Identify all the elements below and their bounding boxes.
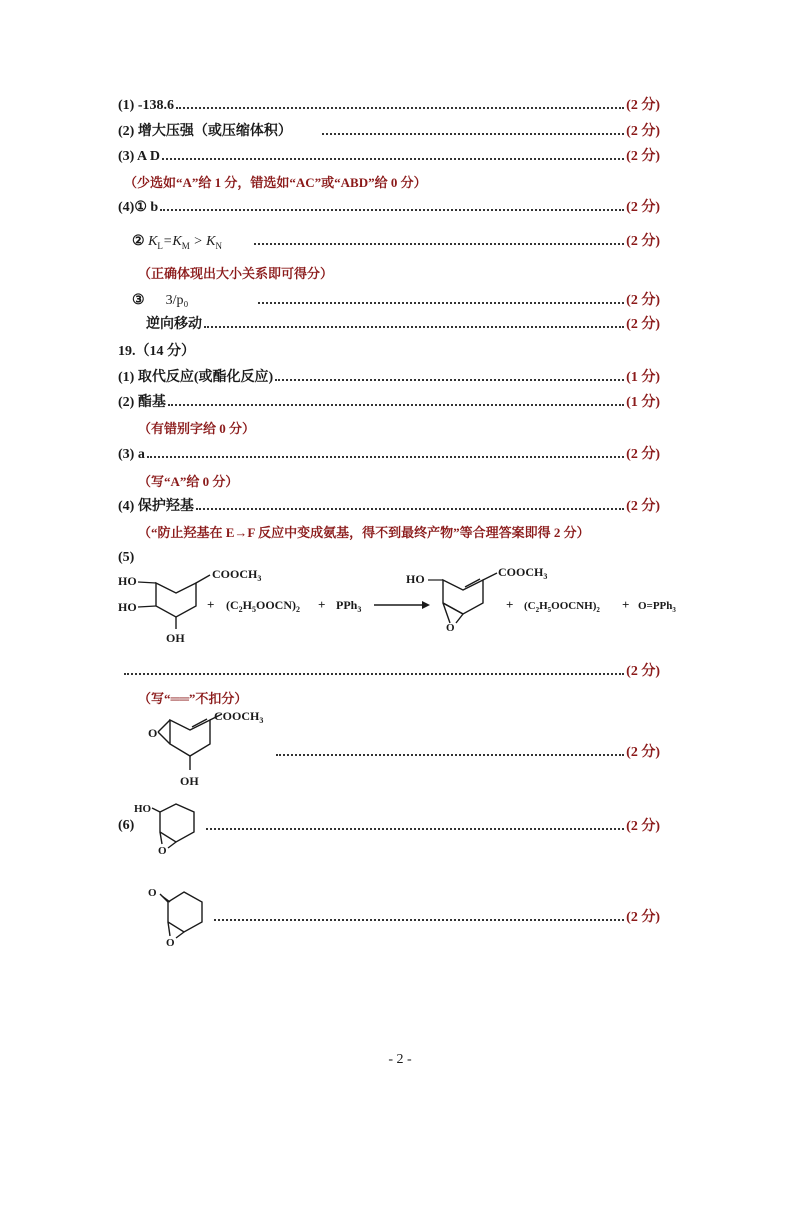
- ho-group: HO: [406, 572, 425, 586]
- page-number: - 2 -: [388, 1052, 412, 1067]
- answer-19-4: [118, 495, 660, 517]
- answer-label: (2) 增大压强（或压缩体积）: [118, 124, 292, 139]
- answer-19-5-line: [122, 660, 660, 682]
- grading-note-19-5: （写“══”不扣分）: [138, 691, 248, 706]
- answer-19-1: [118, 366, 660, 388]
- answer-label: (1) 取代反应(或酯化反应): [118, 370, 274, 385]
- coocch3-group: $COOCH_3$: [214, 709, 264, 725]
- epoxide-oxygen: O: [446, 622, 455, 634]
- answer-19-5-label: (5): [118, 550, 135, 565]
- points: (2 分): [626, 200, 660, 215]
- answer-label: (4)① b: [118, 200, 159, 215]
- answer-label: (2) 酯基: [118, 395, 166, 410]
- answer-18-4-3: [132, 289, 660, 311]
- answer-19-2: [118, 391, 660, 413]
- epoxide-oxygen: O: [166, 937, 175, 949]
- epoxide-oxygen: O: [158, 845, 167, 856]
- reagent-pph3: PPh$_3$: [336, 598, 362, 614]
- leader-dots: [196, 508, 624, 510]
- leader-dots: [322, 133, 624, 135]
- leader-dots: [176, 107, 624, 109]
- coocch3-group: $COOCH_3$: [498, 565, 548, 581]
- epoxide-ester-structure: [140, 708, 280, 798]
- answer-19-5b: [274, 741, 660, 763]
- grading-note-19-4: （“防止羟基在 E→F 反应中变成氨基，得不到最终产物”等合理答案即得 2 分）: [138, 525, 590, 540]
- product-structure: [443, 573, 497, 623]
- answer-19-3: [118, 443, 660, 465]
- ho-group: HO: [118, 600, 137, 614]
- reactant-structure: [156, 575, 210, 629]
- answer-19-6b: [212, 906, 660, 928]
- byproduct-tppo: O=PPh$_3$: [638, 600, 676, 614]
- grading-note-18-4: （正确体现出大小关系即可得分）: [138, 266, 334, 281]
- grading-note-18-3: （少选如“A”给 1 分，错选如“AC”或“ABD”给 0 分）: [124, 175, 427, 190]
- points: (2 分): [626, 499, 660, 514]
- question-19-header: 19.（14 分）: [118, 344, 195, 359]
- leader-dots: [162, 158, 624, 160]
- points: (2 分): [626, 910, 660, 925]
- points: (2 分): [626, 293, 660, 308]
- ketone-oxygen: O: [148, 887, 157, 899]
- answer-label: [132, 292, 188, 309]
- grading-note-19-3: （写“A”给 0 分）: [138, 474, 239, 489]
- circled-number: ②: [132, 234, 145, 249]
- leader-dots: [254, 243, 624, 245]
- leader-dots: [214, 919, 624, 921]
- ho-group: HO: [134, 803, 152, 815]
- leader-dots: [160, 209, 624, 211]
- leader-dots: [206, 828, 624, 830]
- oh-group: OH: [180, 774, 199, 788]
- reagent-dead: $(C_2H_5OOCN)_2$: [226, 598, 301, 614]
- leader-dots: [275, 379, 624, 381]
- plus-sign: +: [207, 597, 215, 612]
- plus-sign: +: [622, 597, 630, 612]
- answer-18-4-3b: [146, 313, 660, 335]
- answer-label: [132, 233, 222, 251]
- answer-19-6-label: (6): [118, 818, 135, 833]
- answer-label: (4) 保护羟基: [118, 499, 194, 514]
- points: (2 分): [626, 745, 660, 760]
- coocch3-group: $COOCH_3$: [212, 567, 262, 583]
- answer-label: (1) -138.6: [118, 98, 174, 113]
- epoxide-oxygen: O: [148, 726, 158, 740]
- answer-label: 逆向移动: [146, 317, 202, 332]
- leader-dots: [124, 673, 624, 675]
- answer-value: 3/p₀: [165, 293, 189, 308]
- answer-18-3: [118, 145, 660, 167]
- leader-dots: [147, 456, 624, 458]
- answer-18-4-1: [118, 196, 660, 218]
- answer-19-6a: [204, 815, 660, 837]
- answer-18-2: [118, 120, 660, 142]
- points: (2 分): [626, 447, 660, 462]
- points: (2 分): [626, 98, 660, 113]
- leader-dots: [258, 302, 624, 304]
- byproduct-hydrazine: $(C_2H_5OOCNH)_2$: [524, 600, 600, 614]
- leader-dots: [204, 326, 624, 328]
- leader-dots: [276, 754, 624, 756]
- points: (2 分): [626, 819, 660, 834]
- answer-label: (3) A D: [118, 149, 160, 164]
- reaction-equation: [110, 565, 690, 655]
- leader-dots: [168, 404, 624, 406]
- points: (2 分): [626, 234, 660, 249]
- equilibrium-constant-relation: $K_L=K_M > K_N$: [148, 234, 223, 251]
- points: (2 分): [626, 317, 660, 332]
- answer-18-4-2: [132, 230, 660, 252]
- points: (2 分): [626, 124, 660, 139]
- oh-group: OH: [166, 631, 185, 645]
- points: (1 分): [626, 395, 660, 410]
- epoxy-cyclohexanone-structure: [140, 880, 220, 950]
- grading-note-19-2: （有错别字给 0 分）: [138, 421, 256, 436]
- points: (2 分): [626, 149, 660, 164]
- epoxy-cyclohexanol-structure: [134, 796, 214, 856]
- points: (1 分): [626, 370, 660, 385]
- circled-number: ③: [132, 293, 145, 308]
- plus-sign: +: [318, 597, 326, 612]
- answer-label: (3) a: [118, 447, 145, 462]
- points: (2 分): [626, 664, 660, 679]
- plus-sign: +: [506, 597, 514, 612]
- ho-group: HO: [118, 574, 137, 588]
- answer-18-1: [118, 94, 660, 116]
